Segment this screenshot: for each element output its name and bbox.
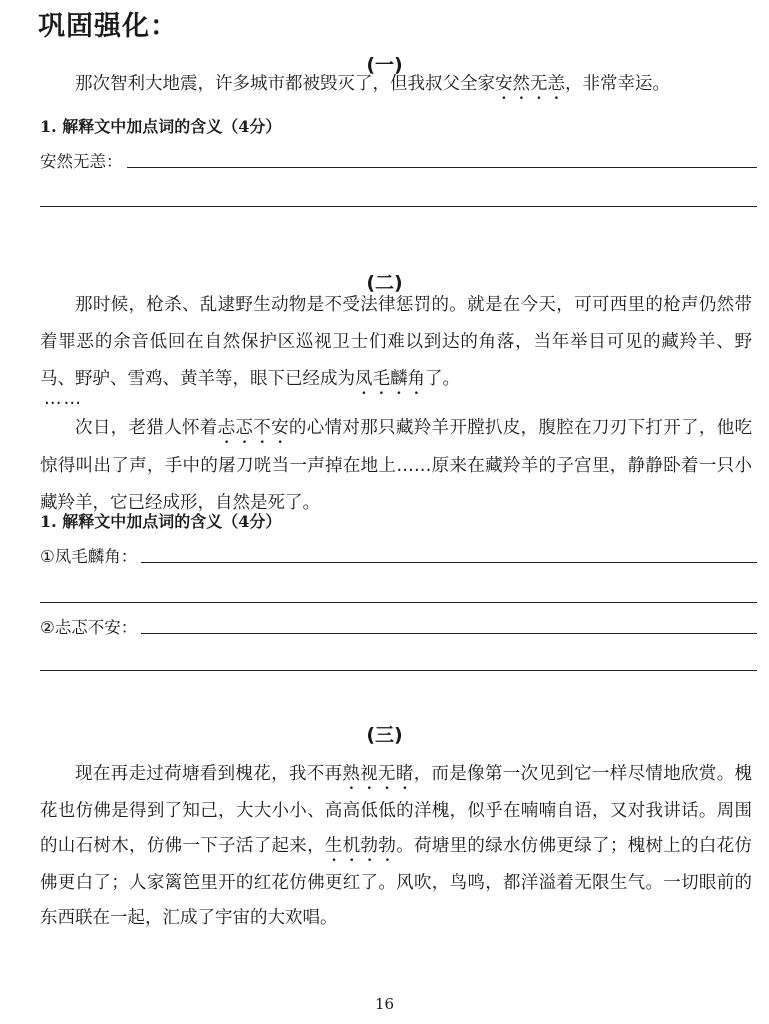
passage-text: 了。 [425, 369, 460, 389]
section-3-passage [40, 757, 752, 936]
section-2-answer-row-2 [40, 614, 757, 640]
answer-line[interactable] [141, 632, 757, 634]
section-3-heading: (三) [366, 724, 403, 746]
ellipsis: …… [44, 389, 83, 409]
answer-label: ①凤毛麟角： [40, 547, 138, 566]
answer-blank-line[interactable] [40, 602, 757, 603]
dotted-term: 安然无恙 [495, 74, 565, 94]
section-2-question: 1. 解释文中加点词的含义（4分） [40, 512, 282, 531]
answer-blank-line[interactable] [40, 206, 757, 207]
answer-line[interactable] [141, 561, 757, 563]
section-1-passage [40, 66, 752, 104]
passage-text: ，非常幸运。 [565, 74, 670, 94]
dotted-term: 生机勃勃 [324, 836, 397, 856]
answer-blank-line[interactable] [40, 670, 757, 671]
section-1-question: 1. 解释文中加点词的含义（4分） [40, 117, 282, 136]
passage-text: 。荷塘里的绿水仿佛更绿了；槐树上的白花仿佛更白了；人家篱笆里开的红花仿佛更红了。风吹，鸟鸣，都洋溢着无限生气。一切眼前的东西联在一起，汇成了宇宙的大欢唱。 [40, 836, 753, 928]
passage-text: 次日，老猎人怀着 [75, 418, 218, 438]
answer-line[interactable] [127, 166, 758, 168]
passage-text: 现在再走过荷塘看到槐花，我不再 [75, 764, 343, 784]
section-1-answer-row [40, 148, 757, 174]
passage-text: ，而是像第一次见到它一样尽情地欣赏。槐花也仿佛是得到了知己，大大小小、高高低低的洋槐，似乎在喃喃自语，又对我讲话。周围的山石树木，仿佛一下子活了起来， [40, 764, 753, 856]
dotted-term: 熟视无睹 [342, 764, 414, 784]
dotted-term: 忐忑不安 [217, 418, 289, 438]
answer-label: 安然无恙： [40, 152, 123, 171]
section-2-heading: (二) [366, 272, 403, 294]
page-title: 巩固强化： [38, 11, 178, 42]
section-2-passage-2 [40, 410, 752, 522]
answer-label: ②忐忑不安： [40, 618, 138, 637]
passage-text: 那时候，枪杀、乱逮野生动物是不受法律惩罚的。就是在今天，可可西里的枪声仍然带着罪恶的余音低回在自然保护区巡视卫士们难以到达的角落，当年举目可见的藏羚羊、野马、野驴、雪鸡、黄羊等，眼下已经成为 [40, 295, 752, 389]
section-2-answer-row-1 [40, 543, 757, 569]
page-number: 16 [374, 995, 395, 1013]
passage-text: 那次智利大地震，许多城市都被毁灭了，但我叔父全家 [75, 74, 495, 94]
dotted-term: 凤毛麟角 [355, 369, 425, 389]
section-1-heading: (一) [366, 54, 403, 76]
passage-text: 的心情对那只藏羚羊开膛扒皮，腹腔在刀刃下打开了，他吃惊得叫出了声，手中的屠刀咣当一声掉在地上……原来在藏羚羊的子宫里，静静卧着一只小藏羚羊，它已经成形，自然是死了。 [40, 418, 753, 513]
